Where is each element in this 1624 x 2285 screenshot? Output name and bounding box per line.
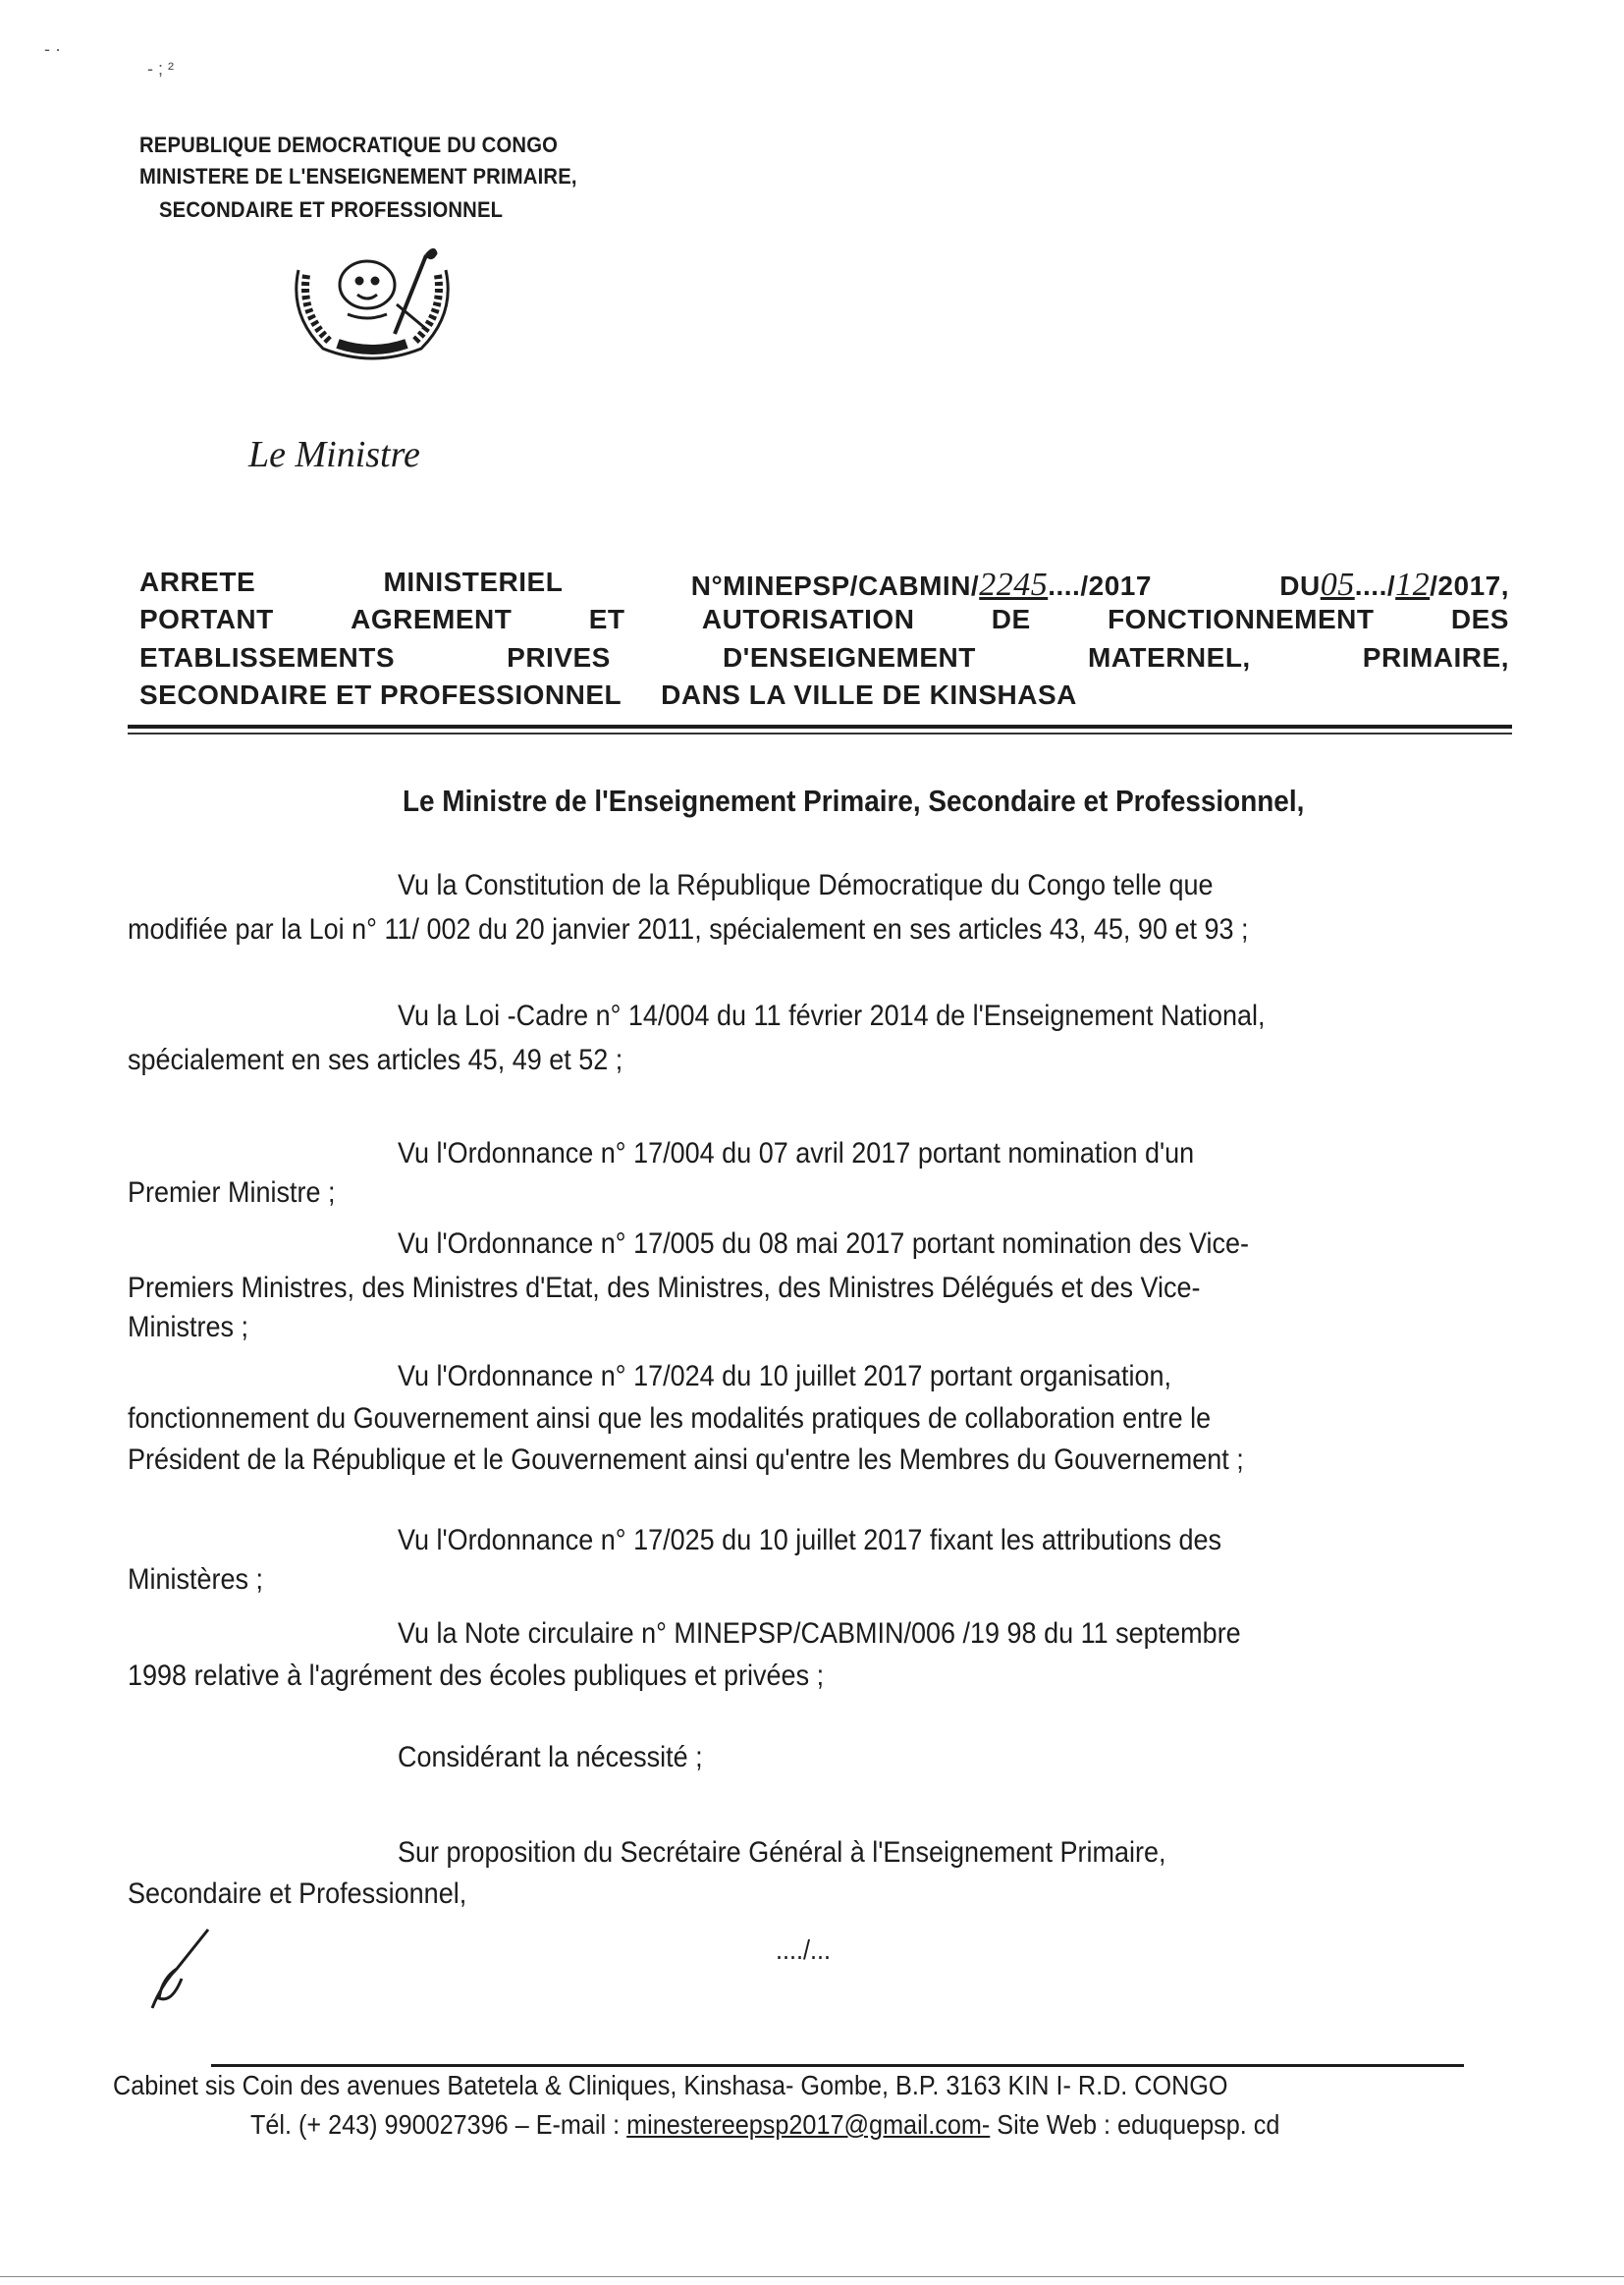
letterhead-country: REPUBLIQUE DEMOCRATIQUE DU CONGO	[139, 133, 559, 157]
title-line-4	[139, 680, 1077, 711]
initials-signature	[147, 1925, 216, 2013]
page-continuation-mark: ..../...	[776, 1934, 832, 1965]
paragraph-line: Ministres ;	[128, 1311, 249, 1343]
title-word: MATERNEL,	[1087, 642, 1251, 673]
paragraph-line: Président de la République et le Gouvernement ainsi qu'entre les Membres du Gouvernement ;	[128, 1443, 1244, 1476]
handwritten-day: 05	[1320, 567, 1355, 603]
decree-year: ..../2017	[1048, 571, 1152, 601]
paragraph-line: Vu la Loi -Cadre n° 14/004 du 11 février 2014 de l'Enseignement National,	[398, 1000, 1266, 1032]
letterhead-ministry-cont: SECONDAIRE ET PROFESSIONNEL	[159, 197, 504, 222]
page-edge-line	[0, 2276, 1624, 2277]
paragraph-line: fonctionnement du Gouvernement ainsi que les modalités pratiques de collaboration entre le	[128, 1402, 1212, 1435]
title-word: AGREMENT	[351, 604, 513, 634]
paragraph-line: Sur proposition du Secrétaire Général à l'Enseignement Primaire,	[398, 1836, 1166, 1869]
paragraph-line: 1998 relative à l'agrément des écoles publiques et privées ;	[128, 1659, 825, 1692]
paragraph-line: Premiers Ministres, des Ministres d'Etat, des Ministres, des Ministres Délégués et des Vice-	[128, 1272, 1201, 1304]
title-word: ETABLISSEMENTS	[139, 642, 396, 673]
paragraph-line: Vu l'Ordonnance n° 17/024 du 10 juillet 2017 portant organisation,	[398, 1360, 1172, 1392]
decree-date	[1279, 567, 1509, 604]
decree-reference	[691, 567, 1152, 604]
title-word: ET	[588, 604, 625, 634]
paragraph-line: Vu la Note circulaire n° MINEPSP/CABMIN/006 /19 98 du 11 septembre	[398, 1617, 1241, 1650]
title-rule-thin	[128, 733, 1512, 734]
scan-mark: - ; ²	[147, 59, 174, 79]
title-word: DE	[991, 604, 1031, 634]
footer-address: Cabinet sis Coin des avenues Batetela & Cliniques, Kinshasa- Gombe, B.P. 3163 KIN I- R.D. CONGO	[113, 2070, 1228, 2100]
paragraph-line: Premier Ministre ;	[128, 1176, 336, 1209]
paragraph-line: modifiée par la Loi n° 11/ 002 du 20 janvier 2011, spécialement en ses articles 43, 45, 90 et 93 ;	[128, 913, 1249, 946]
date-prefix: DU	[1279, 571, 1321, 601]
title-word: AUTORISATION	[701, 604, 915, 634]
title-rule	[128, 725, 1512, 729]
title-word: D'ENSEIGNEMENT	[722, 642, 976, 673]
paragraph-line: Secondaire et Professionnel,	[128, 1877, 467, 1910]
paragraph-line: Considérant la nécessité ;	[398, 1741, 703, 1773]
paragraph-line: Vu l'Ordonnance n° 17/004 du 07 avril 2017 portant nomination d'un	[398, 1137, 1195, 1170]
paragraph-line: Vu l'Ordonnance n° 17/005 du 08 mai 2017 portant nomination des Vice-	[398, 1227, 1250, 1260]
title-word: DES	[1450, 604, 1509, 634]
footer-rule	[211, 2064, 1464, 2067]
letterhead-ministry: MINISTERE DE L'ENSEIGNEMENT PRIMAIRE,	[139, 164, 577, 189]
signatory-title: Le Ministre	[248, 434, 420, 475]
footer-website: Site Web : eduquepsp. cd	[990, 2109, 1280, 2140]
title-phrase: SECONDAIRE ET PROFESSIONNEL	[139, 680, 623, 710]
title-word: MINISTERIEL	[383, 567, 564, 597]
footer-phone: Tél. (+ 243) 990027396 – E-mail :	[250, 2109, 627, 2140]
title-word: ARRETE	[139, 567, 256, 597]
minister-greeting: Le Ministre de l'Enseignement Primaire, Secondaire et Professionnel,	[403, 784, 1305, 818]
decree-prefix: N°MINEPSP/CABMIN/	[690, 571, 980, 601]
title-line-1	[139, 567, 1509, 604]
title-word: PRIMAIRE,	[1362, 642, 1509, 673]
handwritten-decree-number: 2245	[979, 567, 1049, 603]
scan-mark: - ·	[44, 39, 61, 59]
coat-of-arms-emblem	[279, 245, 465, 363]
title-line-2	[139, 604, 1509, 635]
paragraph-line: Vu la Constitution de la République Démocratique du Congo telle que	[398, 869, 1214, 901]
title-line-3	[139, 642, 1509, 674]
paragraph-line: spécialement en ses articles 45, 49 et 52 ;	[128, 1044, 623, 1076]
title-phrase: DANS LA VILLE DE KINSHASA	[661, 680, 1077, 710]
footer-email-link[interactable]: minestereepsp2017@gmail.com-	[626, 2109, 991, 2140]
date-separator: ..../	[1354, 571, 1396, 601]
title-word: PORTANT	[139, 604, 274, 634]
paragraph-line: Ministères ;	[128, 1563, 264, 1596]
footer-contact	[250, 2109, 1279, 2141]
title-word: FONCTIONNEMENT	[1108, 604, 1375, 634]
date-year: /2017,	[1430, 571, 1509, 601]
title-word: PRIVES	[507, 642, 611, 673]
handwritten-month: 12	[1395, 567, 1431, 603]
paragraph-line: Vu l'Ordonnance n° 17/025 du 10 juillet 2017 fixant les attributions des	[398, 1524, 1222, 1556]
